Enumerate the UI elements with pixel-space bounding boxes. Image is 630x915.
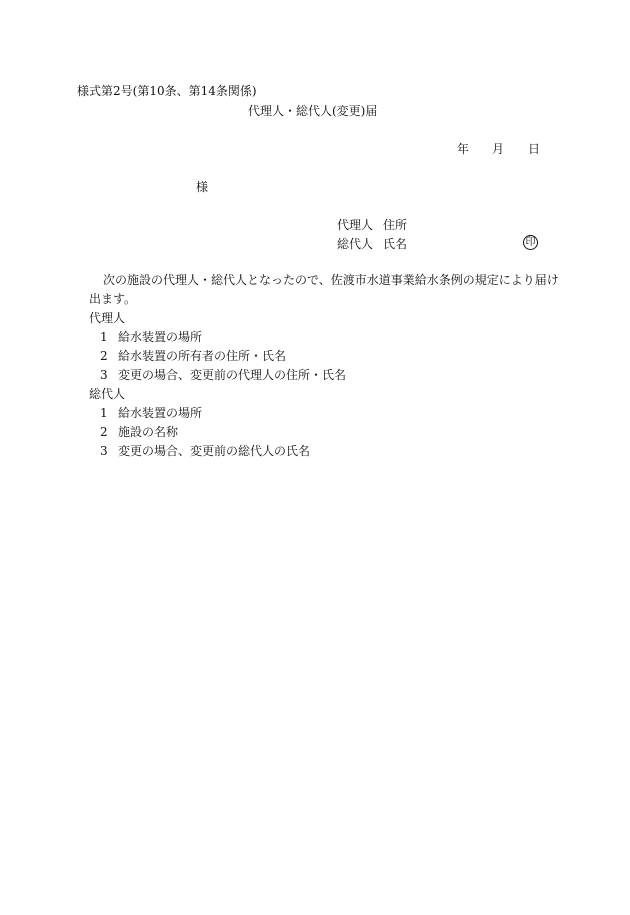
document-title: 代理人・総代人(変更)届 [248, 104, 378, 118]
list-item-text: 変更の場合、変更前の総代人の氏名 [118, 444, 311, 458]
addressee-suffix: 様 [196, 180, 209, 194]
body-text-line-1: 次の施設の代理人・総代人となったので、佐渡市水道事業給水条例の規定により届け [103, 273, 559, 287]
list-item-text: 給水装置の場所 [118, 330, 203, 344]
date-month-label: 月 [492, 142, 505, 156]
list-item-text: 変更の場合、変更前の代理人の住所・氏名 [118, 368, 347, 382]
list-item-text: 給水装置の場所 [118, 406, 203, 420]
list-item-number: 1 [100, 406, 108, 420]
section-heading-general-agent: 総代人 [89, 387, 126, 401]
list-item-number: 3 [100, 368, 108, 382]
list-item-text: 施設の名称 [118, 425, 179, 439]
agent-address-label: 住所 [383, 218, 408, 232]
general-agent-label: 総代人 [337, 237, 374, 251]
list-item-text: 給水装置の所有者の住所・氏名 [118, 349, 287, 363]
list-item-number: 3 [100, 444, 108, 458]
agent-label: 代理人 [337, 218, 374, 232]
list-item-number: 1 [100, 330, 108, 344]
date-year-label: 年 [457, 142, 470, 156]
body-text-line-2: 出ます。 [89, 292, 137, 306]
form-number: 様式第2号(第10条、第14条関係) [77, 84, 257, 98]
general-agent-name-label: 氏名 [383, 237, 408, 251]
list-item-number: 2 [100, 425, 108, 439]
seal-mark: 印 [523, 235, 538, 250]
section-heading-agent: 代理人 [89, 311, 126, 325]
date-day-label: 日 [528, 142, 541, 156]
list-item-number: 2 [100, 349, 108, 363]
